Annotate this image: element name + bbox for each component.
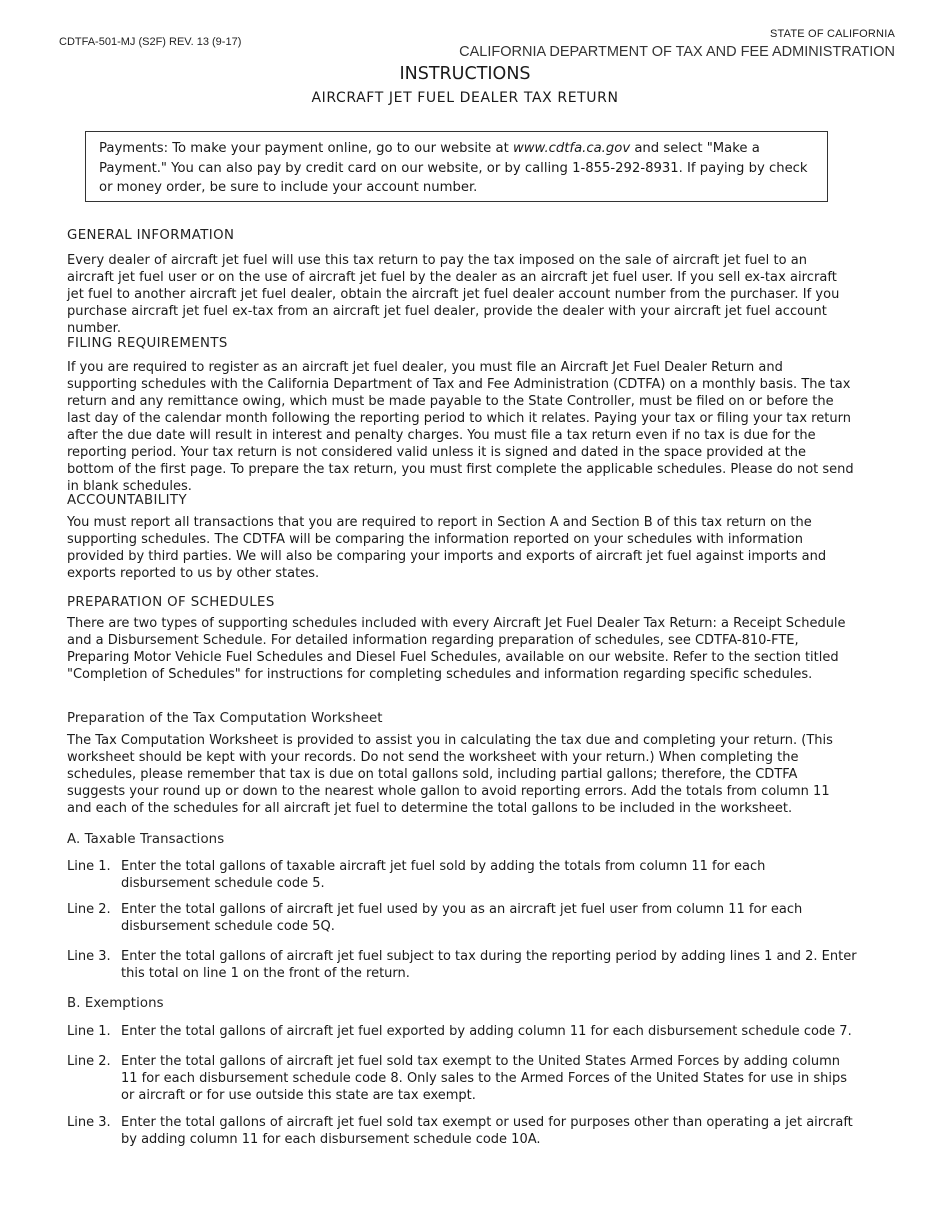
general-information-heading: GENERAL INFORMATION [67, 228, 235, 243]
line-text: Enter the total gallons of aircraft jet fuel used by you as an aircraft jet fuel user from column 11 for each disbursement schedule code 5Q. [121, 902, 803, 934]
page-subtitle: AIRCRAFT JET FUEL DEALER TAX RETURN [311, 90, 619, 106]
page-title: INSTRUCTIONS [399, 64, 531, 84]
preparation-of-schedules-body: There are two types of supporting schedules included with every Aircraft Jet Fuel Dealer Tax Return: a Receipt Schedule and a Disbursement Schedule. For detailed information regarding preparation of schedules, see CDTFA-810-FTE, Preparing Motor Vehicle Fuel Schedules and Diesel Fuel Schedules, available on our website. Refer to the section titled "Completion of Schedules" for instructions for completing schedules and information regarding specific schedules. [67, 616, 846, 682]
form-code: CDTFA-501-MJ (S2F) REV. 13 (9-17) [59, 36, 242, 48]
accountability-body: You must report all transactions that you are required to report in Section A and Section B of this tax return on the supporting schedules. The CDTFA will be comparing the information reported on your schedules with information provided by third parties. We will also be comparing your imports and exports of aircraft jet fuel against imports and exports reported to us by other states. [67, 515, 827, 581]
line-text: Enter the total gallons of aircraft jet fuel sold tax exempt or used for purposes other than operating a jet aircraft by adding column 11 for each disbursement schedule code 10A. [121, 1115, 853, 1147]
exemptions-line-1 [67, 1023, 857, 1040]
taxable-line-1 [67, 858, 857, 892]
filing-requirements-heading: FILING REQUIREMENTS [67, 336, 228, 351]
line-text: Enter the total gallons of taxable aircraft jet fuel sold by adding the totals from column 11 for each disbursement schedule code 5. [121, 859, 766, 891]
line-text: Enter the total gallons of aircraft jet fuel sold tax exempt to the United States Armed Forces by adding column 11 for each disbursement schedule code 8. Only sales to the Armed Forces of the United States for use in ships or aircraft or for use outside this state are tax exempt. [121, 1054, 847, 1103]
exemptions-line-3 [67, 1114, 857, 1148]
worksheet-body: The Tax Computation Worksheet is provided to assist you in calculating the tax due and completing your return. (This worksheet should be kept with your records. Do not send the worksheet with your return.) When completing the schedules, please remember that tax is due on total gallons sold, including partial gallons; therefore, the CDTFA suggests your round up or down to the nearest whole gallon to avoid reporting errors. Add the totals from column 11 and each of the schedules for all aircraft jet fuel to determine the total gallons to be included in the worksheet. [67, 733, 833, 816]
general-information-body: Every dealer of aircraft jet fuel will use this tax return to pay the tax imposed on the sale of aircraft jet fuel to an aircraft jet fuel user or on the use of aircraft jet fuel by the dealer as an aircraft jet fuel user. If you sell ex-tax aircraft jet fuel to another aircraft jet fuel dealer, obtain the aircraft jet fuel dealer account number from the purchaser. If you purchase aircraft jet fuel ex-tax from an aircraft jet fuel dealer, provide the dealer with your aircraft jet fuel account number. [67, 253, 840, 336]
line-text: Enter the total gallons of aircraft jet fuel subject to tax during the reporting period by adding lines 1 and 2. Enter this total on line 1 on the front of the return. [121, 949, 857, 981]
accountability-heading: ACCOUNTABILITY [67, 493, 187, 508]
taxable-line-3 [67, 948, 857, 982]
line-text: Enter the total gallons of aircraft jet fuel exported by adding column 11 for each disbursement schedule code 7. [121, 1024, 852, 1039]
line-label: Line 3. [67, 1115, 111, 1130]
preparation-of-schedules-heading: PREPARATION OF SCHEDULES [67, 595, 275, 610]
exemptions-heading: B. Exemptions [67, 996, 164, 1011]
payment-text-after-url: and select "Make a Payment." You can also pay by credit card on our website, or by calling 1-855-292-8931. If paying by check or money order, be sure to include your account number. [99, 141, 808, 195]
line-label: Line 3. [67, 949, 111, 964]
website-link[interactable]: www.cdtfa.ca.gov [512, 141, 631, 156]
line-label: Line 1. [67, 1024, 111, 1039]
line-label: Line 1. [67, 859, 111, 874]
filing-requirements-body: If you are required to register as an aircraft jet fuel dealer, you must file an Aircraft Jet Fuel Dealer Return and supporting schedules with the California Department of Tax and Fee Administration (CDTFA) on a monthly basis. The tax return and any remittance owing, which must be made payable to the State Controller, must be filed on or before the last day of the calendar month following the reporting period to which it relates. Paying your tax or filing your tax return after the due date will result in interest and penalty charges. You must file a tax return even if no tax is due for the reporting period. Your tax return is not considered valid unless it is signed and dated in the space provided at the bottom of the first page. To prepare the tax return, you must first complete the applicable schedules. Please do not send in blank schedules. [67, 360, 854, 494]
state-label: STATE OF CALIFORNIA [769, 28, 895, 40]
worksheet-heading: Preparation of the Tax Computation Worksheet [67, 711, 383, 726]
taxable-transactions-heading: A. Taxable Transactions [67, 832, 225, 847]
line-label: Line 2. [67, 902, 111, 917]
payment-text-before-url: Payments: To make your payment online, go to our website at [99, 141, 513, 156]
department-name: CALIFORNIA DEPARTMENT OF TAX AND FEE ADMINISTRATION [459, 44, 895, 60]
taxable-line-2 [67, 901, 857, 935]
exemptions-line-2 [67, 1053, 857, 1104]
line-label: Line 2. [67, 1054, 111, 1069]
payment-notice-box [85, 131, 828, 202]
